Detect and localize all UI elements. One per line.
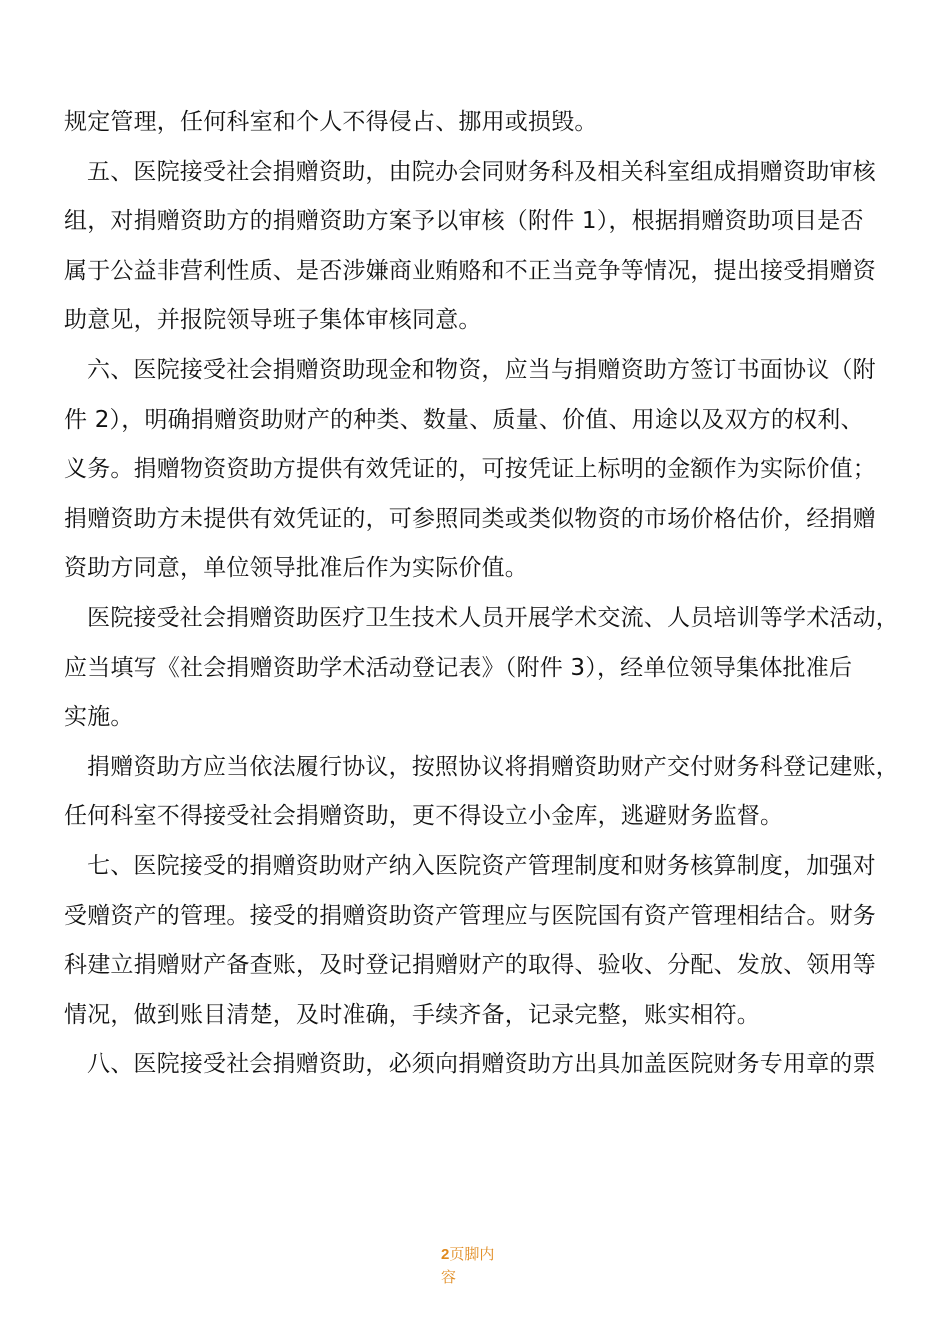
text-line: 属于公益非营利性质、是否涉嫌商业贿赂和不正当竞争等情况，提出接受捐赠资 bbox=[64, 257, 876, 284]
text-line: 六、医院接受社会捐赠资助现金和物资，应当与捐赠资助方签订书面协议（附 bbox=[87, 356, 876, 383]
text-line: 件 2），明确捐赠资助财产的种类、数量、质量、价值、用途以及双方的权利、 bbox=[64, 406, 864, 433]
text-line: 八、医院接受社会捐赠资助，必须向捐赠资助方出具加盖医院财务专用章的票 bbox=[87, 1051, 876, 1078]
text-line: 任何科室不得接受社会捐赠资助，更不得设立小金库，逃避财务监督。 bbox=[64, 803, 784, 830]
text-line: 实施。 bbox=[64, 704, 134, 731]
text-line: 应当填写《社会捐赠资助学术活动登记表》（附件 3），经单位领导集体批准后 bbox=[64, 654, 853, 681]
text-line: 规定管理，任何科室和个人不得侵占、挪用或损毁。 bbox=[64, 109, 598, 135]
text-line: 七、医院接受的捐赠资助财产纳入医院资产管理制度和财务核算制度，加强对 bbox=[87, 852, 876, 879]
document-body bbox=[64, 98, 899, 1090]
footer-text: 页脚内 bbox=[449, 1245, 495, 1263]
page-number: 2 bbox=[441, 1246, 450, 1263]
text-line: 助意见，并报院领导班子集体审核同意。 bbox=[64, 307, 482, 334]
text-line: 医院接受社会捐赠资助医疗卫生技术人员开展学术交流、人员培训等学术活动， bbox=[87, 604, 899, 631]
text-line: 捐赠资助方未提供有效凭证的，可参照同类或类似物资的市场价格估价，经捐赠 bbox=[64, 505, 876, 532]
footer-line-1 bbox=[441, 1243, 511, 1266]
text-line: 科建立捐赠财产备查账，及时登记捐赠财产的取得、验收、分配、发放、领用等 bbox=[64, 952, 876, 979]
text-line: 资助方同意，单位领导批准后作为实际价值。 bbox=[64, 555, 528, 582]
footer-line-2: 容 bbox=[441, 1268, 457, 1286]
text-line: 受赠资产的管理。接受的捐赠资助资产管理应与医院国有资产管理相结合。财务 bbox=[64, 902, 876, 929]
text-line: 情况，做到账目清楚，及时准确，手续齐备，记录完整，账实相符。 bbox=[64, 1001, 760, 1028]
text-line: 捐赠资助方应当依法履行协议，按照协议将捐赠资助财产交付财务科登记建账， bbox=[87, 753, 899, 780]
text-line: 组，对捐赠资助方的捐赠资助方案予以审核（附件 1），根据捐赠资助项目是否 bbox=[64, 208, 864, 235]
text-line: 五、医院接受社会捐赠资助，由院办会同财务科及相关科室组成捐赠资助审核 bbox=[87, 158, 876, 185]
page-footer bbox=[441, 1243, 511, 1288]
text-line: 义务。捐赠物资资助方提供有效凭证的，可按凭证上标明的金额作为实际价值； bbox=[64, 456, 876, 483]
